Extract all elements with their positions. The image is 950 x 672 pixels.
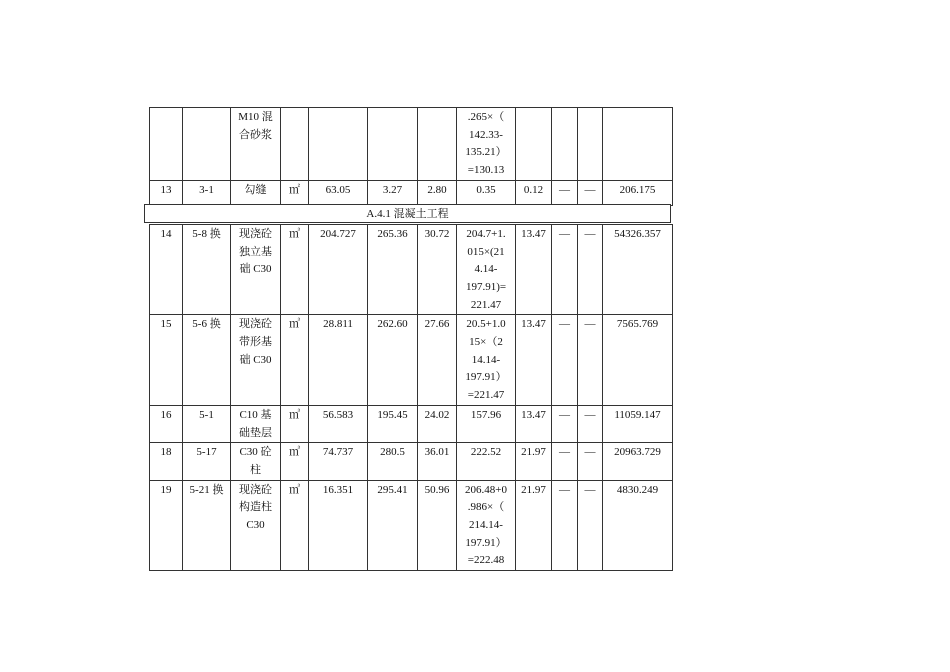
cell-c11: — [578, 480, 603, 571]
cell-machine: 13.47 [516, 224, 552, 315]
cell-qty: 63.05 [309, 180, 368, 205]
cell-machine: 13.47 [516, 405, 552, 442]
cell-code [183, 108, 231, 181]
cell-line: .986×（ [467, 501, 505, 514]
table-body-top [150, 108, 673, 206]
cell-no [150, 108, 183, 181]
cell-labor: 50.96 [418, 480, 457, 571]
cell-unit [281, 108, 309, 181]
cell-line: 现浇砼 [239, 483, 272, 496]
cell-total: 54326.357 [603, 224, 673, 315]
cell-qty: 74.737 [309, 443, 368, 480]
cell-c10: — [552, 315, 578, 406]
cell-line: 135.21） [465, 146, 507, 159]
cell-unit: ㎡ [281, 180, 309, 205]
cell-labor: 27.66 [418, 315, 457, 406]
cell-line: 142.33- [469, 128, 503, 141]
cell-line: 15×（2 [469, 336, 503, 349]
cell-qty: 56.583 [309, 405, 368, 442]
cell-line: 222.52 [470, 446, 502, 459]
cell-line: 214.14- [469, 519, 503, 532]
cell-line: 197.91)= [465, 280, 507, 293]
cell-labor: 36.01 [418, 443, 457, 480]
cell-total: 206.175 [603, 180, 673, 205]
table-row [150, 224, 673, 315]
cell-unit: ㎥ [281, 443, 309, 480]
cell-material [457, 180, 516, 205]
table-row [150, 480, 673, 571]
cell-unit: ㎥ [281, 315, 309, 406]
cell-no: 14 [150, 224, 183, 315]
cell-price [368, 108, 418, 181]
cell-line: 柱 [250, 463, 261, 476]
cell-no: 16 [150, 405, 183, 442]
cell-name [231, 180, 281, 205]
cell-price: 195.45 [368, 405, 418, 442]
cell-unit: ㎥ [281, 224, 309, 315]
cell-machine: 21.97 [516, 480, 552, 571]
cell-c10 [552, 108, 578, 181]
cell-c11: — [578, 405, 603, 442]
cell-name [231, 480, 281, 571]
cell-line: 础 C30 [239, 353, 272, 366]
table-row [150, 443, 673, 480]
cell-line: .265×（ [467, 111, 505, 123]
cell-code: 5-8 换 [183, 224, 231, 315]
cell-unit: ㎥ [281, 480, 309, 571]
cell-line: C30 砼 [239, 446, 272, 459]
cell-line: 现浇砼 [239, 227, 272, 240]
cell-code: 5-17 [183, 443, 231, 480]
quota-table [149, 107, 673, 571]
cell-c10: — [552, 480, 578, 571]
cell-c10: — [552, 443, 578, 480]
cell-name [231, 405, 281, 442]
cell-machine [516, 108, 552, 181]
cell-line: 现浇砼 [239, 318, 272, 331]
cell-line: 础垫层 [239, 426, 272, 439]
cell-c11: — [578, 180, 603, 205]
cell-line: 0.35 [476, 183, 496, 196]
cell-line: 221.47 [470, 298, 502, 311]
cell-line: 206.48+0 [465, 483, 507, 496]
table-row [150, 108, 673, 181]
cell-labor: 2.80 [418, 180, 457, 205]
cell-line: =222.48 [467, 554, 505, 567]
cell-qty: 16.351 [309, 480, 368, 571]
cell-c10: — [552, 224, 578, 315]
cell-name [231, 315, 281, 406]
cell-line: 197.91） [465, 371, 507, 384]
cell-price: 265.36 [368, 224, 418, 315]
cell-qty [309, 108, 368, 181]
cell-line: 015×(21 [467, 245, 505, 258]
cell-line: C30 [246, 519, 265, 532]
cell-total [603, 108, 673, 181]
cell-line: 勾缝 [244, 183, 267, 196]
cell-labor [418, 108, 457, 181]
cell-c10: — [552, 180, 578, 205]
section-title: A.4.1 混凝土工程 [366, 208, 449, 220]
cell-no: 15 [150, 315, 183, 406]
table-row [150, 315, 673, 406]
cell-material [457, 108, 516, 181]
cell-c11 [578, 108, 603, 181]
cell-c11: — [578, 224, 603, 315]
cell-total: 7565.769 [603, 315, 673, 406]
cell-line: 157.96 [470, 408, 502, 421]
cell-no: 13 [150, 180, 183, 205]
cell-line: =130.13 [467, 164, 505, 177]
cell-code: 3-1 [183, 180, 231, 205]
table-row [150, 405, 673, 442]
cell-name [231, 443, 281, 480]
cell-machine: 13.47 [516, 315, 552, 406]
cell-labor: 30.72 [418, 224, 457, 315]
cell-code: 5-1 [183, 405, 231, 442]
cell-c10: — [552, 405, 578, 442]
cell-line: C10 基 [239, 408, 272, 421]
cell-machine: 21.97 [516, 443, 552, 480]
cell-labor: 24.02 [418, 405, 457, 442]
cell-c11: — [578, 315, 603, 406]
section-header-row [144, 204, 671, 223]
cell-material [457, 443, 516, 480]
cell-line: 204.7+1. [466, 227, 506, 240]
table-row [150, 180, 673, 205]
cell-code: 5-21 换 [183, 480, 231, 571]
cell-material [457, 405, 516, 442]
cell-line: 14.14- [471, 353, 501, 366]
cell-line: 4.14- [474, 263, 498, 276]
cell-qty: 28.811 [309, 315, 368, 406]
cell-price: 262.60 [368, 315, 418, 406]
cell-name [231, 108, 281, 181]
cell-line: 础 C30 [239, 263, 272, 276]
cell-total: 11059.147 [603, 405, 673, 442]
cell-material [457, 315, 516, 406]
cell-line: 构造柱 [239, 501, 272, 514]
cell-material [457, 480, 516, 571]
cell-name [231, 224, 281, 315]
cell-machine: 0.12 [516, 180, 552, 205]
cell-line: 独立基 [239, 245, 272, 258]
cell-c11: — [578, 443, 603, 480]
cell-line: M10 混 [238, 111, 273, 123]
cell-line: =221.47 [467, 389, 505, 402]
cell-line: 20.5+1.0 [466, 318, 506, 331]
cell-total: 20963.729 [603, 443, 673, 480]
cell-unit: ㎥ [281, 405, 309, 442]
cell-no: 19 [150, 480, 183, 571]
cell-material [457, 224, 516, 315]
cell-line: 带形基 [239, 336, 272, 349]
cell-code: 5-6 换 [183, 315, 231, 406]
cell-total: 4830.249 [603, 480, 673, 571]
cell-no: 18 [150, 443, 183, 480]
cell-price: 280.5 [368, 443, 418, 480]
cell-line: 197.91） [465, 536, 507, 549]
cell-qty: 204.727 [309, 224, 368, 315]
cell-price: 3.27 [368, 180, 418, 205]
cell-line: 合砂浆 [239, 128, 272, 141]
table-body-bottom [150, 224, 673, 570]
cell-price: 295.41 [368, 480, 418, 571]
